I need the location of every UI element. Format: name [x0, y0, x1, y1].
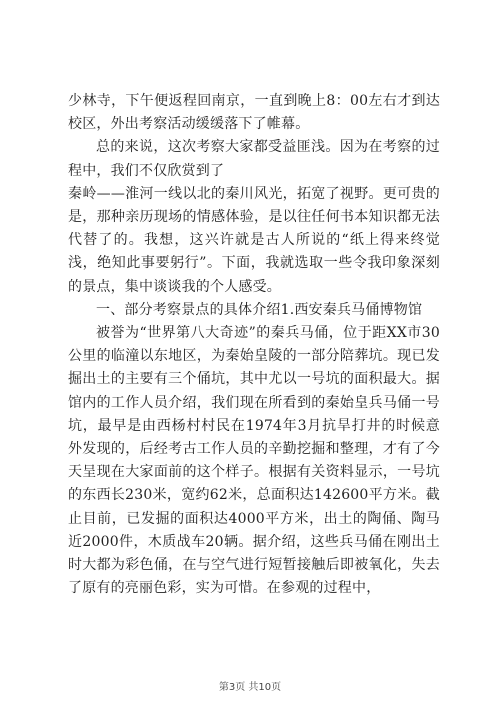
paragraph-terracotta: 被誉为“世界第八大奇迹”的秦兵马俑，位于距XX市30公里的临潼以东地区，为秦始皇陵的一部分陪葬坑。现已发掘出土的主要有三个俑坑，其中尤以一号坑的面积最大。据馆内的工作人员介绍，我们现在所看到的秦始皇兵马俑一号坑，最早是由西杨村村民在1974年3月抗旱打井的时候意外发现的，后经考古工作人员的辛勤挖掘和整理，才有了今天呈现在大家面前的这个样子。根据有关资料显示，一号坑的东西长230米，宽约62米，总面积达142600平方米。截止目前，已发掘的面积达4000平方米，出土的陶俑、陶马近2000件，木质战车20辆。据介绍，这些兵马俑在刚出土时大都为彩色俑，在与空气进行短暂接触后即被氧化，失去了原有的亮丽色彩，实为可惜。在参观的过程中， [68, 325, 440, 597]
document-body [68, 90, 440, 600]
paragraph-continuation: 少林寺，下午便返程回南京，一直到晚上8：00左右才到达校区，外出考察活动缓缓落下了帷幕。 [68, 93, 440, 133]
paragraph-reflection: 秦岭——淮河一线以北的秦川风光，拓宽了视野。更可贵的是，那种亲历现场的情感体验，是以往任何书本知识都无法代替了的。我想，这兴许就是古人所说的“纸上得来终觉浅，绝知此事要躬行”。下面，我就选取一些令我印象深刻的景点，集中谈谈我的个人感受。 [68, 185, 440, 295]
page-footer: 第3页 共10页 [218, 682, 282, 693]
section-heading: 一、部分考察景点的具体介绍1.西安秦兵马俑博物馆 [96, 301, 423, 318]
paragraph-summary: 总的来说，这次考察大家都受益匪浅。因为在考察的过程中，我们不仅欣赏到了 [68, 139, 440, 179]
